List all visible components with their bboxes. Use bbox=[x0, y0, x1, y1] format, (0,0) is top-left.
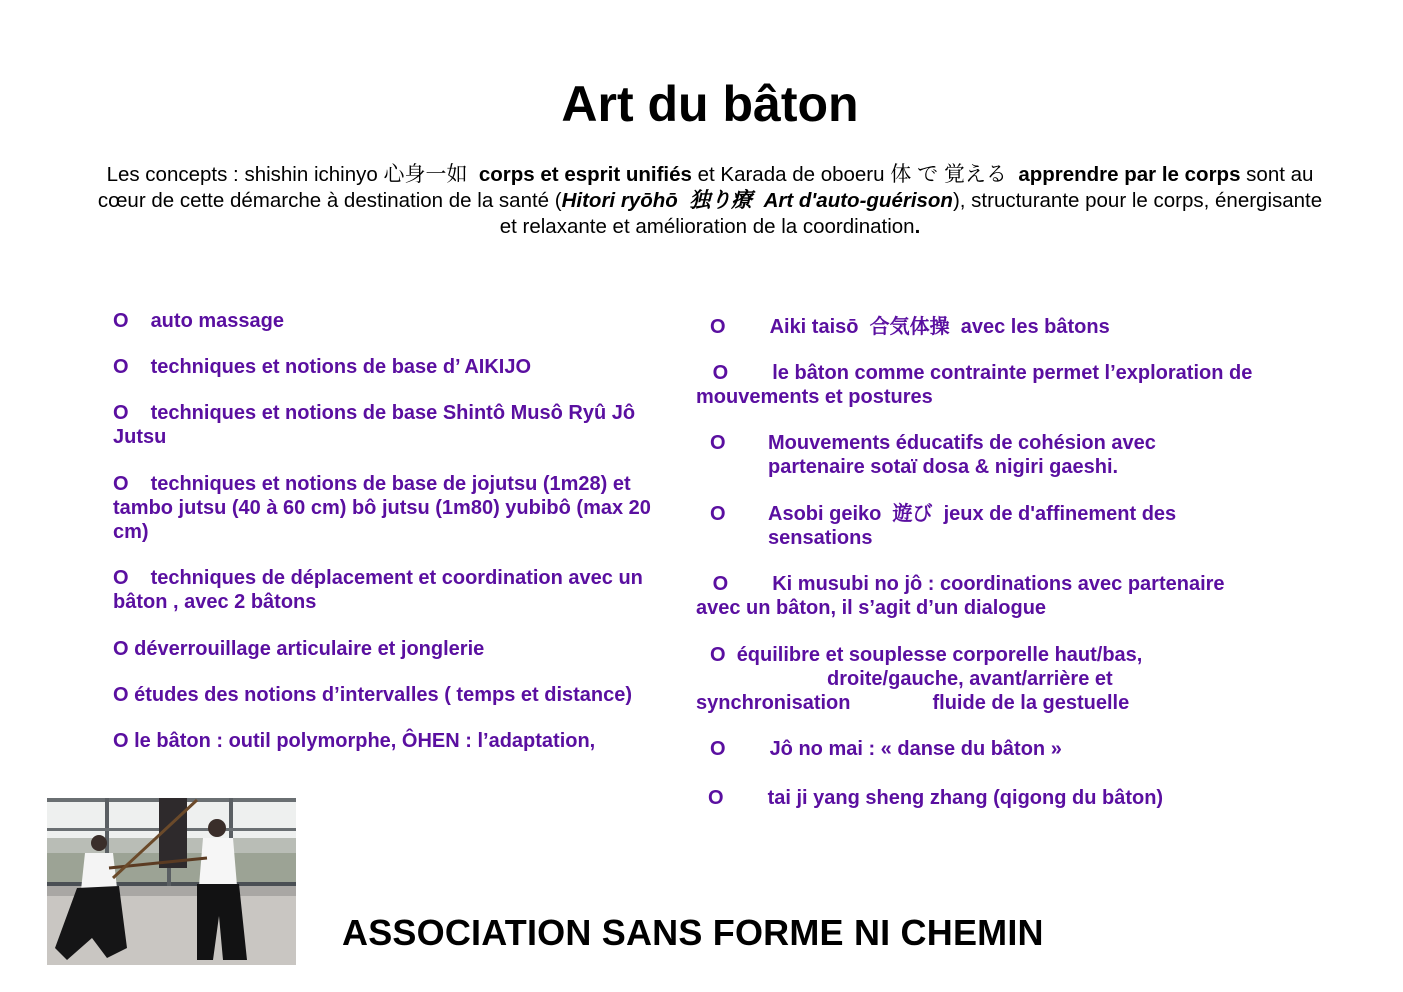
list-item-text: Mouvements éducatifs de cohésion avec partenaire sotaï dosa & nigiri gaeshi. bbox=[768, 432, 1156, 478]
list-item bbox=[696, 361, 1271, 409]
intro-kanji-shishin: 心身一如 bbox=[383, 163, 468, 186]
aikido-photo bbox=[47, 798, 296, 965]
list-item-text: études des notions d’intervalles ( temps et distance) bbox=[134, 684, 633, 706]
list-item bbox=[113, 566, 688, 614]
page-title: Art du bâton bbox=[561, 76, 859, 132]
list-item-text: Jô no mai : « danse du bâton » bbox=[769, 738, 1062, 760]
list-item bbox=[708, 786, 1308, 810]
list-item bbox=[696, 643, 1296, 715]
list-bullet: O bbox=[710, 432, 726, 454]
intro-text-1: Les concepts : shishin ichinyo bbox=[106, 163, 384, 186]
list-bullet: O bbox=[712, 573, 729, 595]
list-item bbox=[710, 502, 1310, 550]
list-item-text: le bâton comme contrainte permet l’exploration de mouvements et postures bbox=[696, 362, 1253, 408]
list-item-text-tail: avec les bâtons bbox=[955, 316, 1110, 338]
list-item bbox=[113, 401, 688, 449]
list-item-line2: droite/gauche, avant/arrière et bbox=[827, 668, 1113, 690]
intro-kanji-hitori: 独り療 bbox=[689, 189, 753, 212]
intro-italic-2: Art d'auto-guérison bbox=[763, 189, 953, 212]
association-name: ASSOCIATION SANS FORME NI CHEMIN bbox=[342, 912, 1044, 953]
list-bullet: O bbox=[113, 473, 129, 495]
list-item-text: Asobi geiko bbox=[768, 503, 887, 525]
intro-text-4: ), structurante pour le corps, énergisante et relaxante et amélioration de la coordination bbox=[499, 189, 1323, 238]
list-bullet: O bbox=[113, 684, 129, 706]
list-item-line3b: fluide de la gestuelle bbox=[932, 692, 1130, 714]
list-bullet: O bbox=[113, 638, 129, 660]
list-item bbox=[710, 737, 1310, 761]
list-item bbox=[113, 637, 693, 661]
list-item-kanji: 遊び bbox=[892, 503, 933, 525]
list-item-line1: équilibre et souplesse corporelle haut/bas, bbox=[736, 644, 1143, 666]
intro-bold-2: apprendre par le corps bbox=[1018, 163, 1241, 186]
list-item-text: techniques et notions de base d’ AIKIJO bbox=[150, 356, 532, 378]
intro-italic-1: Hitori ryōhō bbox=[561, 189, 678, 212]
list-item-text: techniques et notions de base Shintô Musô Ryû Jô Jutsu bbox=[113, 402, 636, 448]
intro-paragraph bbox=[90, 162, 1330, 240]
intro-text-5: . bbox=[914, 215, 921, 238]
list-bullet: O bbox=[710, 316, 726, 338]
intro-bold-1: corps et esprit unifiés bbox=[478, 163, 692, 186]
list-item-text: auto massage bbox=[150, 310, 284, 332]
intro-text-2: et Karada de oboeru bbox=[691, 163, 891, 186]
list-item-text: déverrouillage articulaire et jonglerie bbox=[134, 638, 485, 660]
intro-kanji-karada: 体 で 覚える bbox=[890, 163, 1007, 186]
list-bullet: O bbox=[712, 362, 729, 384]
list-bullet: O bbox=[710, 644, 726, 666]
list-item-text: techniques de déplacement et coordination avec un bâton , avec 2 bâtons bbox=[113, 567, 643, 613]
list-bullet: O bbox=[710, 503, 726, 525]
list-item-text: le bâton : outil polymorphe, ÔHEN : l’adaptation, bbox=[134, 730, 596, 752]
list-bullet: O bbox=[113, 730, 129, 752]
list-item-text: techniques et notions de base de jojutsu (1m28) et tambo jutsu (40 à 60 cm) bô jutsu (1m80) yubibô (max 20 cm) bbox=[113, 473, 651, 543]
intro-text-3: sont au cœur de cette démarche à destination de la santé ( bbox=[97, 163, 1314, 212]
list-item bbox=[113, 683, 693, 707]
list-item-body bbox=[768, 502, 1228, 550]
list-item bbox=[710, 315, 1310, 339]
list-item bbox=[696, 572, 1271, 620]
list-bullet: O bbox=[113, 402, 129, 424]
list-item bbox=[113, 472, 678, 544]
list-item-text: Aiki taisō bbox=[769, 316, 865, 338]
list-bullet: O bbox=[113, 567, 129, 589]
list-item bbox=[113, 355, 693, 379]
list-item-text: tai ji yang sheng zhang (qigong du bâton) bbox=[767, 787, 1164, 809]
list-item-text: Ki musubi no jô : coordinations avec partenaire avec un bâton, il s’agit d’un dialogue bbox=[696, 573, 1225, 619]
list-item bbox=[113, 729, 693, 753]
list-bullet: O bbox=[113, 310, 129, 332]
list-bullet: O bbox=[708, 787, 724, 809]
list-bullet: O bbox=[710, 738, 726, 760]
list-item bbox=[710, 431, 1310, 479]
list-item-kanji: 合気体操 bbox=[869, 316, 950, 338]
list-item-line3a: synchronisation bbox=[696, 692, 851, 714]
list-item bbox=[113, 309, 693, 333]
list-item-text-tail: jeux de d'affinement des sensations bbox=[768, 503, 1177, 549]
list-bullet: O bbox=[113, 356, 129, 378]
